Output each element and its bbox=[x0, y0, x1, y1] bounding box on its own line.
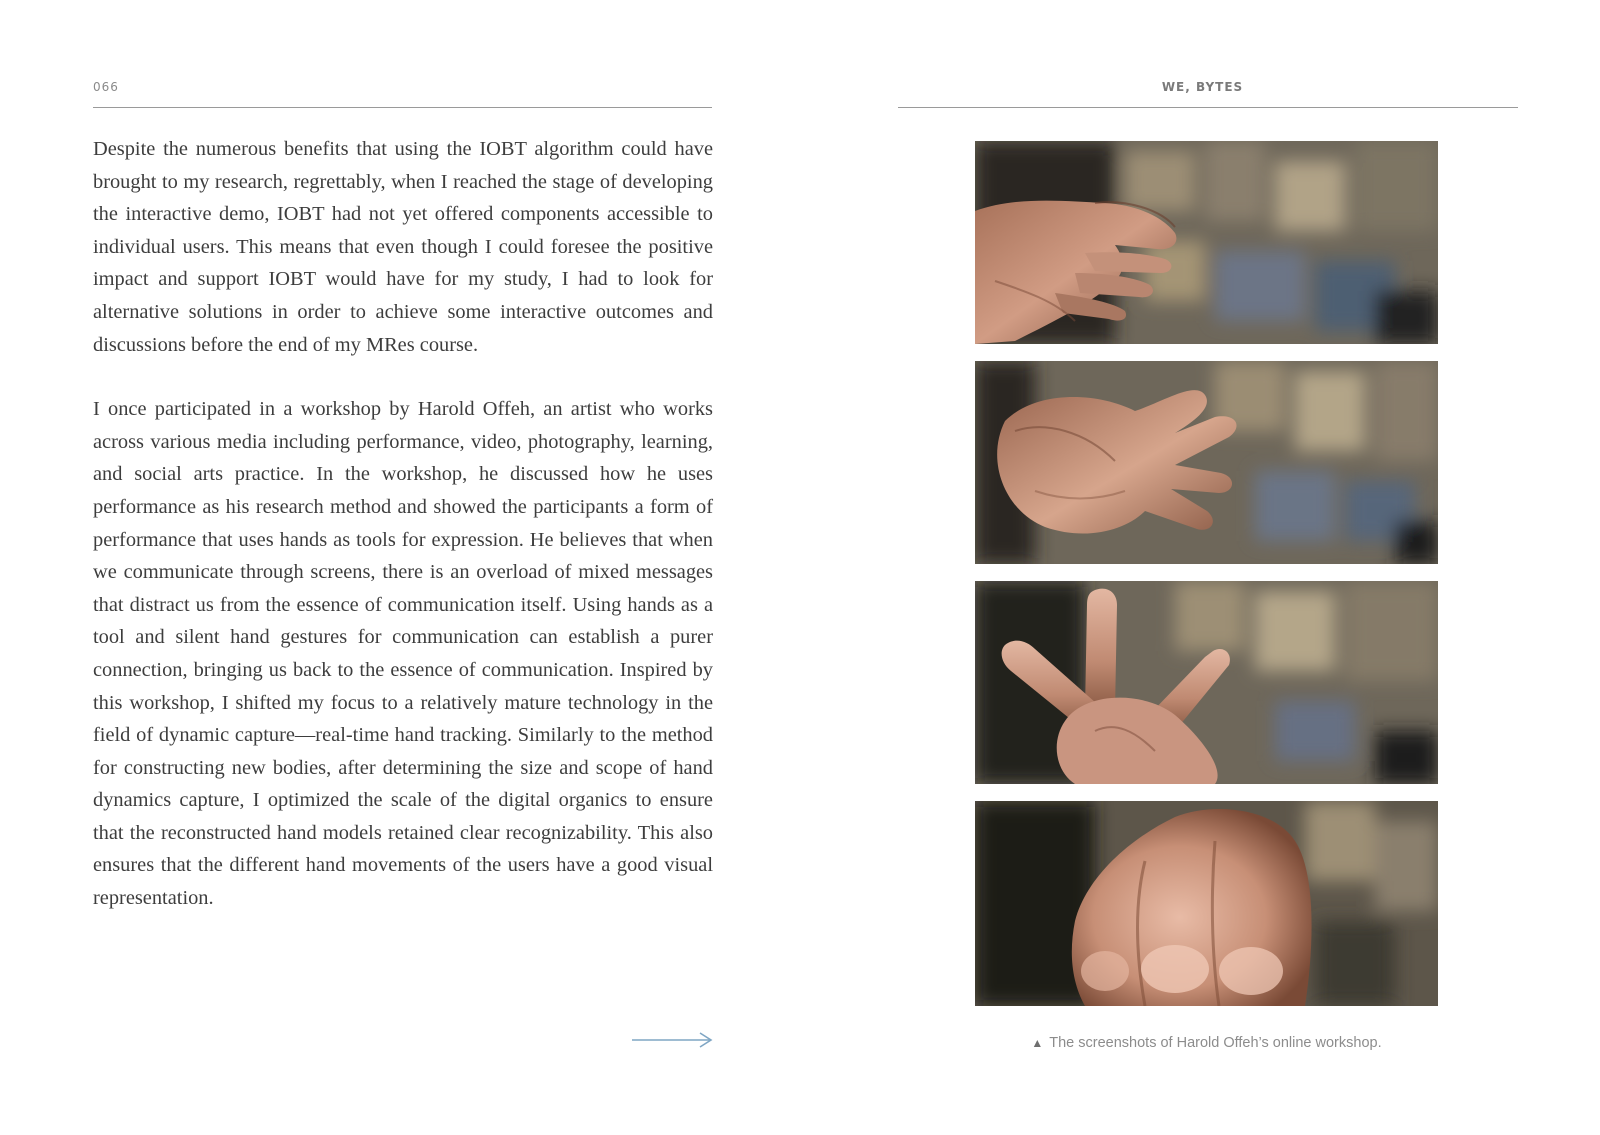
paragraph-1: Despite the numerous benefits that using the IOBT algorithm could have brought to my research, regrettably, when I reached the stage of developing the interactive demo, IOBT had not yet offered components accessible to individual users. This means that even though I could foresee the positive impact and support IOBT would have for my study, I had to look for alternative solutions in order to achieve some interactive outcomes and discussions before the end of my MRes course. bbox=[93, 138, 713, 356]
triangle-up-icon: ▲ bbox=[1031, 1036, 1044, 1050]
figure-caption bbox=[975, 1035, 1438, 1051]
header-rule bbox=[898, 107, 1518, 108]
workshop-photo-open-hand bbox=[975, 361, 1438, 564]
next-page-button[interactable] bbox=[630, 1028, 714, 1052]
paragraph-2: I once participated in a workshop by Harold Offeh, an artist who works across various media including performance, video, photography, learning, and social arts practice. In the workshop, he discussed how he uses performance as his research method and showed the participants a form of performance that uses hands as tools for expression. He believes that when we communicate through screens, there is an overload of mixed messages that distract us from the essence of communication itself. Using hands as a tool and silent hand gestures for communication can establish a purer connection, bringing us back to the essence of communication. Inspired by this workshop, I shifted my focus to a relatively mature technology in the field of dynamic capture—real-time hand tracking. Similarly to the method for constructing new bodies, after determining the size and scope of hand dynamics capture, I optimized the scale of the digital organics to ensure that the reconstructed hand models retained clear recognizability. This also ensures that the different hand movements of the users have a good visual representation. bbox=[93, 398, 713, 910]
workshop-photo-spread-hand bbox=[975, 581, 1438, 784]
page-number: 066 bbox=[93, 80, 119, 94]
header-rule bbox=[93, 107, 712, 108]
workshop-photo-cupped-hand bbox=[975, 141, 1438, 344]
right-page bbox=[800, 0, 1600, 1135]
running-title: WE, BYTES bbox=[1161, 80, 1244, 94]
caption-text: The screenshots of Harold Offeh’s online workshop. bbox=[1049, 1035, 1382, 1051]
workshop-photo-fist bbox=[975, 801, 1438, 1006]
body-text bbox=[93, 133, 713, 915]
arrow-right-icon bbox=[630, 1028, 714, 1052]
